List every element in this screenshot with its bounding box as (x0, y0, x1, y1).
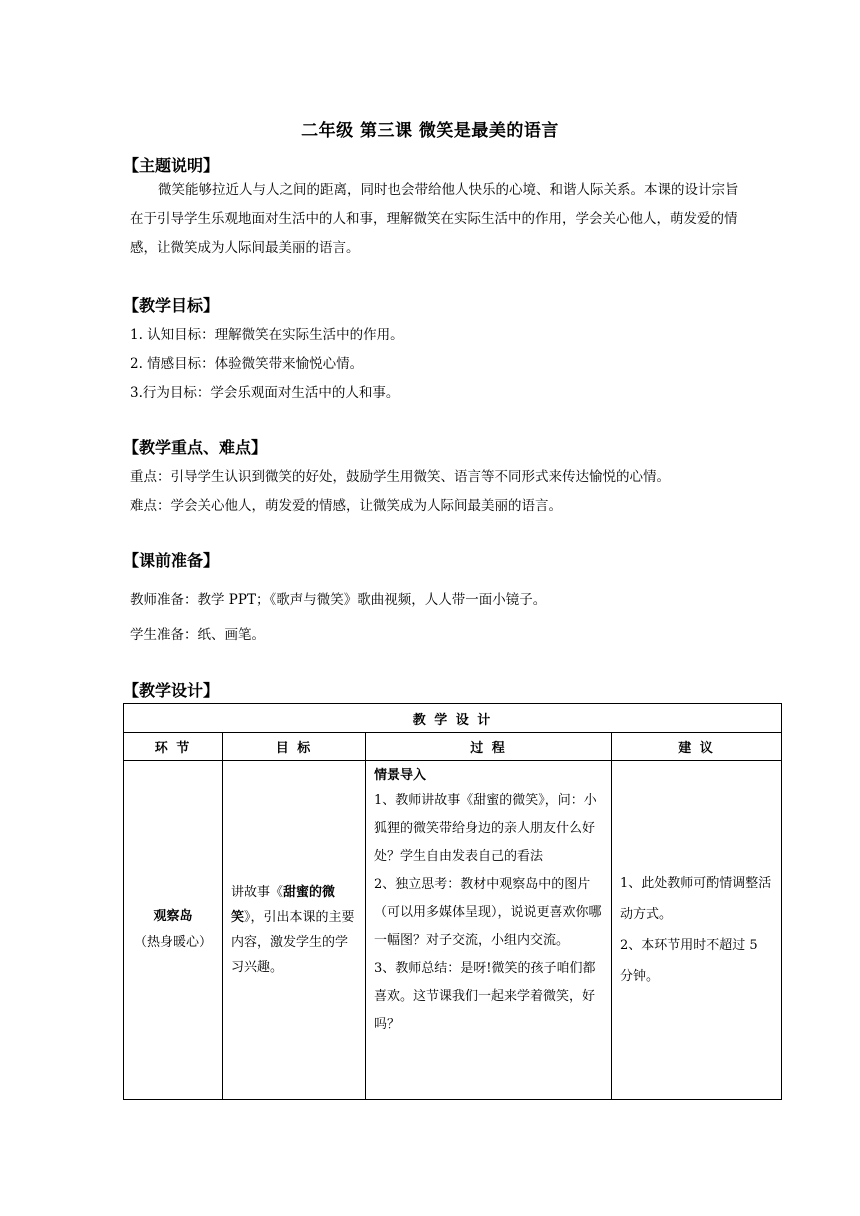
theme-paragraph: 微笑能够拉近人与人之间的距离，同时也会带给他人快乐的心境、和谐人际关系。本课的设计宗旨在于引导学生乐观地面对生活中的人和事，理解微笑在实际生活中的作用，学会关心他人，萌发爱的情感，让微笑成为人际间最美丽的语言。 (130, 182, 739, 256)
column-header-suggestion: 建 议 (612, 733, 782, 761)
suggestion-cell (612, 761, 782, 1100)
goal-item: 3.行为目标：学会乐观面对生活中的人和事。 (130, 385, 400, 401)
stage-subtitle: （热身暖心） (133, 935, 212, 950)
stage-name: 观察岛 (153, 909, 193, 924)
table-title: 教 学 设 计 (124, 704, 782, 733)
prep-heading: 【课前准备】 (123, 551, 220, 570)
teaching-design-table (123, 703, 782, 1100)
goal-text-prefix: 讲故事《 (231, 885, 284, 900)
keypoints-heading: 【教学重点、难点】 (123, 438, 268, 457)
page-title: 二年级 第三课 微笑是最美的语言 (301, 121, 559, 141)
process-title: 情景导入 (374, 768, 427, 783)
prep-item: 学生准备：纸、画笔。 (130, 627, 265, 643)
goals-heading: 【教学目标】 (123, 296, 220, 315)
goal-story-title: 甜蜜的微笑 (231, 885, 336, 925)
column-header-goal: 目 标 (223, 733, 366, 761)
goal-cell (223, 761, 366, 1100)
table-row (124, 761, 782, 1100)
goal-item: 1. 认知目标：理解微笑在实际生活中的作用。 (130, 327, 404, 343)
theme-heading: 【主题说明】 (123, 156, 220, 175)
table-title-row (124, 704, 782, 733)
table-header-row (124, 733, 782, 761)
process-cell (366, 761, 612, 1100)
process-step: 1、教师讲故事《甜蜜的微笑》，问：小狐狸的微笑带给身边的亲人朋友什么好处？学生自由发表自己的看法 (374, 793, 597, 864)
process-step: 2、独立思考：教材中观察岛中的图片（可以用多媒体呈现），说说更喜欢你哪一幅图？对子交流，小组内交流。 (374, 877, 602, 948)
column-header-process: 过 程 (366, 733, 612, 761)
column-header-stage: 环 节 (124, 733, 223, 761)
suggestion-item: 1、此处教师可酌情调整活动方式。 (620, 876, 772, 922)
prep-item: 教师准备：教学 PPT；《歌声与微笑》歌曲视频，人人带一面小镜子。 (130, 592, 547, 608)
design-heading: 【教学设计】 (123, 681, 220, 700)
goal-text-suffix: 》，引出本课的主要内容，激发学生的学习兴趣。 (231, 910, 355, 975)
stage-cell (124, 761, 223, 1100)
keypoint-item: 难点：学会关心他人，萌发爱的情感，让微笑成为人际间最美丽的语言。 (130, 498, 562, 514)
process-step: 3、教师总结：是呀!微笑的孩子咱们都喜欢。这节课我们一起来学着微笑，好吗？ (374, 961, 596, 1032)
suggestion-item: 2、本环节用时不超过 5 分钟。 (620, 938, 758, 984)
keypoint-item: 重点：引导学生认识到微笑的好处，鼓励学生用微笑、语言等不同形式来传达愉悦的心情。 (130, 469, 670, 485)
goal-item: 2. 情感目标：体验微笑带来愉悦心情。 (130, 356, 364, 372)
